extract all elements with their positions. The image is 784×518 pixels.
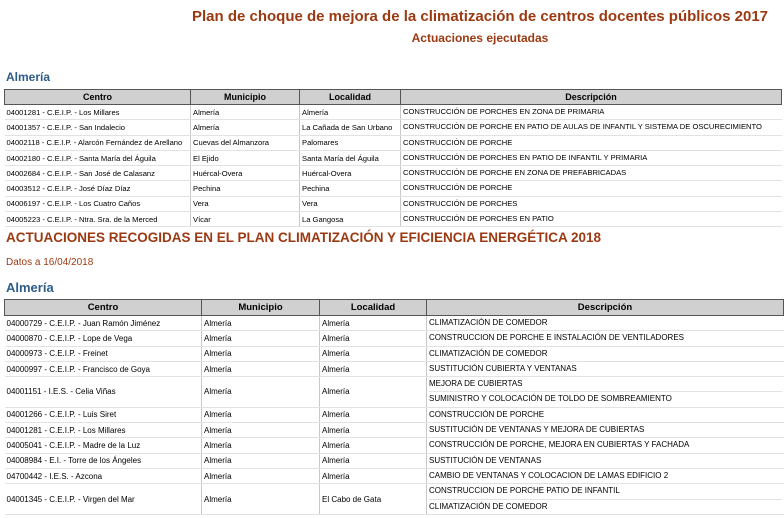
cell-descripcion bbox=[427, 407, 784, 422]
column-header-localidad: Localidad bbox=[300, 90, 401, 105]
cell-descripcion bbox=[427, 316, 784, 331]
description-line: CLIMATIZACIÓN DE COMEDOR bbox=[429, 318, 548, 327]
cell-municipio: Almería bbox=[191, 120, 300, 135]
description-line: CONSTRUCCIÓN DE PORCHES EN PATIO bbox=[403, 214, 554, 224]
cell-centro: 04005041 - C.E.I.P. - Madre de la Luz bbox=[5, 438, 202, 453]
description-line: MEJORA DE CUBIERTAS bbox=[429, 379, 523, 389]
table-body-2018 bbox=[5, 316, 784, 515]
cell-centro: 04000729 - C.E.I.P. - Juan Ramón Jiménez bbox=[5, 316, 202, 331]
table-header-row bbox=[5, 90, 782, 105]
cell-localidad: Vera bbox=[300, 196, 401, 211]
column-header-descripcion: Descripción bbox=[401, 90, 782, 105]
province-heading-2018: Almería bbox=[6, 280, 54, 295]
cell-centro: 04001266 - C.E.I.P. - Luis Siret bbox=[5, 407, 202, 422]
cell-descripcion bbox=[427, 484, 784, 515]
column-header-descripcion: Descripción bbox=[427, 300, 784, 316]
cell-centro: 04001281 - C.E.I.P. - Los Millares bbox=[5, 105, 191, 120]
table-header-row bbox=[5, 300, 784, 316]
column-header-centro: Centro bbox=[5, 90, 191, 105]
table-row bbox=[5, 361, 784, 376]
column-header-municipio: Municipio bbox=[191, 90, 300, 105]
table-row bbox=[5, 468, 784, 483]
cell-centro: 04008984 - E.I. - Torre de los Ángeles bbox=[5, 453, 202, 468]
cell-centro: 04005223 - C.E.I.P. - Ntra. Sra. de la Merced bbox=[5, 212, 191, 227]
description-line: CONSTRUCCION DE PORCHE E INSTALACIÓN DE VENTILADORES bbox=[429, 333, 684, 343]
description-line: CAMBIO DE VENTANAS Y COLOCACION DE LAMAS EDIFICIO 2 bbox=[429, 470, 669, 480]
table-2018 bbox=[4, 299, 784, 515]
description-line: CONSTRUCCION DE PORCHE PATIO DE INFANTIL bbox=[429, 486, 620, 496]
cell-localidad: Almería bbox=[320, 423, 427, 438]
cell-localidad: La Cañada de San Urbano bbox=[300, 120, 401, 135]
cell-localidad: La Gangosa bbox=[300, 212, 401, 227]
description-line: SUSTITUCIÓN DE VENTANAS bbox=[429, 455, 542, 465]
table-row bbox=[5, 316, 784, 331]
cell-municipio: Vícar bbox=[191, 212, 300, 227]
cell-localidad: Santa María del Águila bbox=[300, 150, 401, 165]
description-line: SUSTITUCIÓN DE VENTANAS Y MEJORA DE CUBIERTAS bbox=[429, 425, 645, 435]
province-heading-2017: Almería bbox=[6, 70, 51, 84]
cell-municipio: Almería bbox=[202, 377, 320, 408]
cell-centro: 04000973 - C.E.I.P. - Freinet bbox=[5, 346, 202, 361]
cell-municipio: Almería bbox=[202, 331, 320, 346]
description-line: CONSTRUCCIÓN DE PORCHE EN PATIO DE AULAS DE INFANTIL Y SISTEMA DE OSCURECIMIENTO bbox=[403, 122, 762, 132]
table-body-2017 bbox=[5, 105, 782, 227]
table-row bbox=[5, 484, 784, 515]
cell-centro: 04000997 - C.E.I.P. - Francisco de Goya bbox=[5, 361, 202, 376]
description-line: CLIMATIZACIÓN DE COMEDOR bbox=[429, 348, 548, 358]
table-row bbox=[5, 166, 782, 181]
cell-localidad: Huércal-Overa bbox=[300, 166, 401, 181]
cell-centro: 04003512 - C.E.I.P. - José Díaz Díaz bbox=[5, 181, 191, 196]
page-title: Plan de choque de mejora de la climatización de centros docentes públicos 2017 bbox=[191, 8, 768, 25]
table-row bbox=[5, 135, 782, 150]
description-line: CONSTRUCCIÓN DE PORCHES EN ZONA DE PRIMARIA bbox=[403, 107, 605, 116]
table-row bbox=[5, 377, 784, 408]
description-line: CONSTRUCCIÓN DE PORCHE bbox=[403, 183, 513, 193]
cell-municipio: Almería bbox=[202, 453, 320, 468]
description-line: CONSTRUCCIÓN DE PORCHE bbox=[429, 409, 545, 419]
cell-municipio: Almería bbox=[202, 468, 320, 483]
cell-centro: 04001345 - C.E.I.P. - Virgen del Mar bbox=[5, 484, 202, 515]
cell-descripcion bbox=[401, 120, 782, 135]
table-row bbox=[5, 453, 784, 468]
table-row bbox=[5, 150, 782, 165]
description-line: CONSTRUCCIÓN DE PORCHES EN PATIO DE INFANTIL Y PRIMARIA bbox=[403, 152, 648, 162]
cell-descripcion bbox=[401, 196, 782, 211]
table-row bbox=[5, 331, 784, 346]
cell-descripcion bbox=[401, 150, 782, 165]
cell-localidad: Almería bbox=[320, 468, 427, 483]
cell-centro: 04002118 - C.E.I.P. - Alarcón Fernández de Arellano bbox=[5, 135, 191, 150]
cell-municipio: Almería bbox=[202, 407, 320, 422]
cell-municipio: Almería bbox=[202, 346, 320, 361]
cell-descripcion bbox=[401, 105, 782, 120]
cell-municipio: Almería bbox=[202, 484, 320, 515]
cell-centro: 04006197 - C.E.I.P. - Los Cuatro Caños bbox=[5, 196, 191, 211]
cell-municipio: Almería bbox=[202, 316, 320, 331]
cell-localidad: Almería bbox=[320, 377, 427, 408]
table-row bbox=[5, 423, 784, 438]
cell-municipio: Vera bbox=[191, 196, 300, 211]
description-line: SUSTITUCIÓN CUBIERTA Y VENTANAS bbox=[429, 363, 577, 373]
cell-municipio: Pechina bbox=[191, 181, 300, 196]
description-line: CLIMATIZACIÓN DE COMEDOR bbox=[429, 499, 782, 514]
column-header-municipio: Municipio bbox=[202, 300, 320, 316]
cell-centro: 04001357 - C.E.I.P. - San Indalecio bbox=[5, 120, 191, 135]
column-header-localidad: Localidad bbox=[320, 300, 427, 316]
cell-municipio: Almería bbox=[202, 438, 320, 453]
cell-descripcion bbox=[427, 361, 784, 376]
cell-descripcion bbox=[427, 453, 784, 468]
cell-centro: 04000870 - C.E.I.P. - Lope de Vega bbox=[5, 331, 202, 346]
description-line: CONSTRUCCIÓN DE PORCHE bbox=[403, 137, 513, 147]
data-date: Datos a 16/04/2018 bbox=[6, 257, 94, 268]
cell-localidad: Almería bbox=[320, 316, 427, 331]
cell-municipio: El Ejido bbox=[191, 150, 300, 165]
table-row bbox=[5, 105, 782, 120]
cell-localidad: Almería bbox=[300, 105, 401, 120]
cell-municipio: Almería bbox=[202, 423, 320, 438]
cell-centro: 04002684 - C.E.I.P. - San José de Calasanz bbox=[5, 166, 191, 181]
cell-localidad: Almería bbox=[320, 361, 427, 376]
cell-descripcion bbox=[427, 423, 784, 438]
cell-localidad: Almería bbox=[320, 438, 427, 453]
cell-centro: 04700442 - I.E.S. - Azcona bbox=[5, 468, 202, 483]
page-header bbox=[0, 8, 784, 45]
cell-descripcion bbox=[401, 212, 782, 227]
cell-municipio: Almería bbox=[202, 361, 320, 376]
cell-descripcion bbox=[427, 331, 784, 346]
description-line: SUMINISTRO Y COLOCACIÓN DE TOLDO DE SOMBREAMIENTO bbox=[429, 391, 782, 406]
table-row bbox=[5, 438, 784, 453]
cell-descripcion bbox=[427, 468, 784, 483]
page-subtitle: Actuaciones ejecutadas bbox=[411, 31, 549, 45]
column-header-centro: Centro bbox=[5, 300, 202, 316]
cell-localidad: Almería bbox=[320, 407, 427, 422]
cell-localidad: Pechina bbox=[300, 181, 401, 196]
cell-descripcion bbox=[401, 166, 782, 181]
cell-municipio: Almería bbox=[191, 105, 300, 120]
cell-descripcion bbox=[401, 135, 782, 150]
cell-localidad: Palomares bbox=[300, 135, 401, 150]
description-line: CONSTRUCCIÓN DE PORCHES bbox=[403, 198, 518, 208]
description-line: CONSTRUCCIÓN DE PORCHE, MEJORA EN CUBIERTAS Y FACHADA bbox=[429, 440, 690, 450]
cell-localidad: Almería bbox=[320, 346, 427, 361]
description-line: CONSTRUCCIÓN DE PORCHE EN ZONA DE PREFABRICADAS bbox=[403, 168, 627, 178]
table-row bbox=[5, 407, 784, 422]
table-row bbox=[5, 346, 784, 361]
cell-centro: 04002180 - C.E.I.P. - Santa María del Águila bbox=[5, 150, 191, 165]
table-row bbox=[5, 196, 782, 211]
table-row bbox=[5, 120, 782, 135]
cell-localidad: El Cabo de Gata bbox=[320, 484, 427, 515]
section-title-2018: ACTUACIONES RECOGIDAS EN EL PLAN CLIMATIZACIÓN Y EFICIENCIA ENERGÉTICA 2018 bbox=[6, 230, 602, 245]
cell-descripcion bbox=[427, 346, 784, 361]
cell-municipio: Cuevas del Almanzora bbox=[191, 135, 300, 150]
cell-centro: 04001281 - C.E.I.P. - Los Millares bbox=[5, 423, 202, 438]
table-row bbox=[5, 212, 782, 227]
table-2017 bbox=[4, 89, 782, 227]
cell-centro: 04001151 - I.E.S. - Celia Viñas bbox=[5, 377, 202, 408]
cell-descripcion bbox=[401, 181, 782, 196]
cell-descripcion bbox=[427, 438, 784, 453]
cell-descripcion bbox=[427, 377, 784, 408]
cell-localidad: Almería bbox=[320, 453, 427, 468]
table-row bbox=[5, 181, 782, 196]
cell-localidad: Almería bbox=[320, 331, 427, 346]
cell-municipio: Huércal-Overa bbox=[191, 166, 300, 181]
